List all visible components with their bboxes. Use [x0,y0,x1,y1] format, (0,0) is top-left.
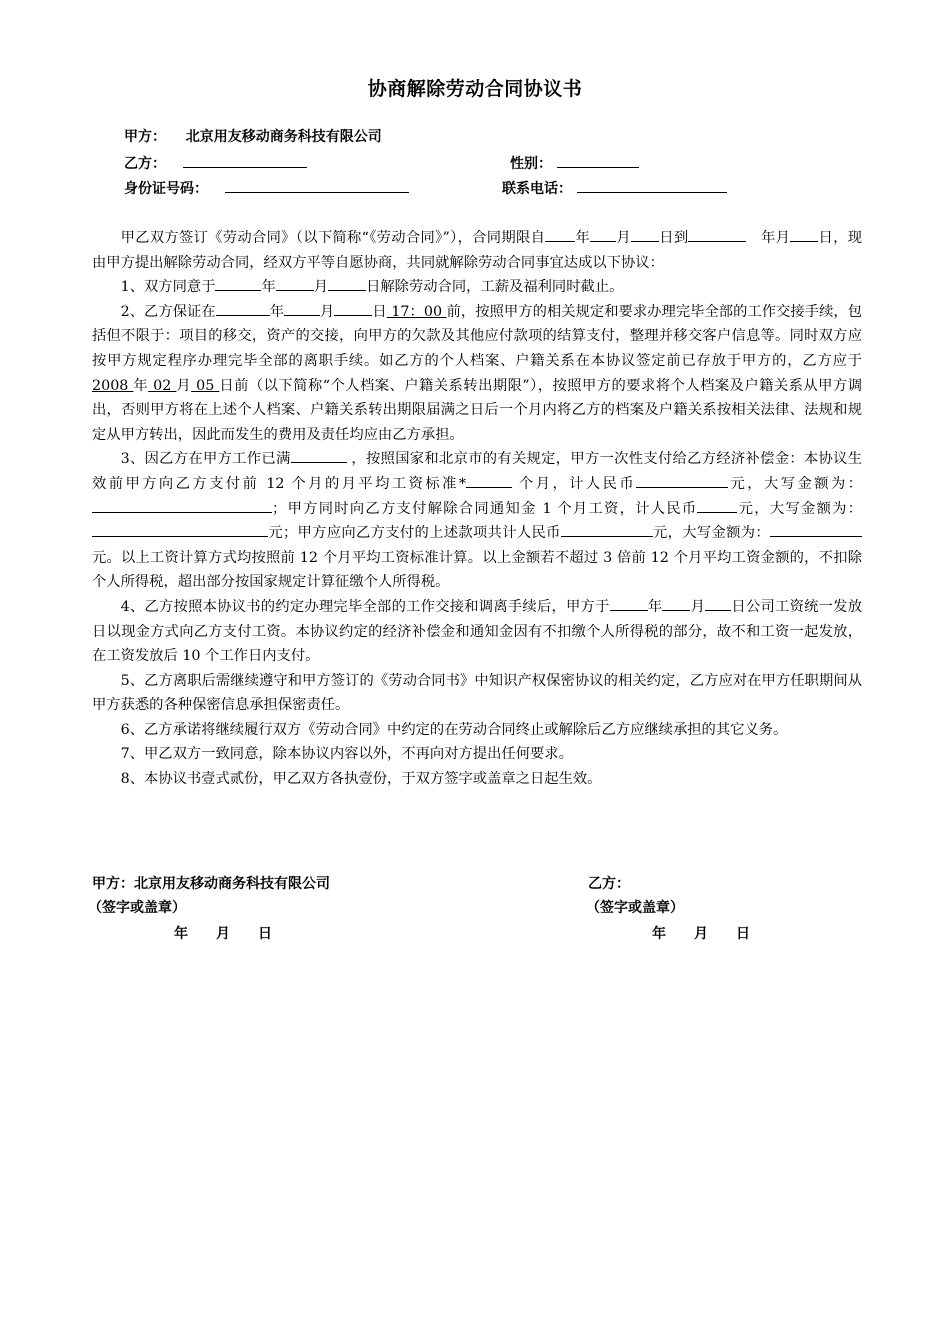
agreement-body [92,226,862,792]
document-title: 协商解除劳动合同协议书 [367,78,583,100]
clause-2: 2、乙方保证在 年 月 日 17：00 前，按照甲方的相关规定和要求办理完毕全部的工作交接手续，包括但不限于：项目的移交，资产的交接，向甲方的欠款及其他应付款项的结算支付，整理并移交客户信息等。同时双方应按甲方规定程序办理完毕全部的离职手续。如乙方的个人档案、户籍关系在本协议签定前已存放于甲方的，乙方应于 2008 年 02 月 05 日前（以下简称“个人档案、户籍关系转出期限”），按照甲方的要求将个人档案及户籍关系从甲方调出，否则甲方将在上述个人档案、户籍关系转出期限届满之日后一个月内将乙方的档案及户籍关系按相关法律、法规和规定从甲方转出，因此而发生的费用及责任均应由乙方承担。 [92,303,863,443]
clause-4: 4、乙方按照本协议书的约定办理完毕全部的工作交接和调离手续后，甲方于 年 月 日公司工资统一发放日以现金方式向乙方支付工资。本协议约定的经济补偿金和通知金因有不扣缴个人所得税的部分，故不和工资一起发放，在工资发放后 10 个工作日内支付。 [92,598,863,665]
id-number-field[interactable] [225,178,409,193]
clause-7: 7、甲乙双方一致同意，除本协议内容以外，不再向对方提出任何要求。 [120,746,573,763]
party-b-date: 年 月 日 [652,926,750,942]
gender-field[interactable] [557,153,639,168]
transfer-year: 2008 [92,377,134,394]
party-b-row [124,153,307,174]
party-a-label: 甲方： [124,129,166,145]
transfer-month: 02 [148,377,177,394]
party-a-date: 年 月 日 [174,926,272,942]
party-b-label: 乙方： [124,156,166,172]
party-b-signature: 乙方： [588,876,630,892]
phone-row [502,178,727,199]
party-a-stamp-label: （签字或盖章） [88,900,186,916]
party-b-stamp-label: （签字或盖章） [586,900,684,916]
clause-5: 5、乙方离职后需继续遵守和甲方签订的《劳动合同书》中知识产权保密协议的相关约定，乙方应对在甲方任职期间从甲方获悉的各种保密信息承担保密责任。 [92,672,862,714]
party-a-signature: 甲方：北京用友移动商务科技有限公司 [92,876,330,892]
id-label: 身份证号码： [124,181,208,197]
phone-field[interactable] [577,178,727,193]
transfer-day: 05 [191,377,220,394]
clause-3: 3、因乙方在甲方工作已满 ，按照国家和北京市的有关规定，甲方一次性支付给乙方经济补偿金：本协议生效前甲方向乙方支付前 12 个月的月平均工资标准* 个月，计人民币 元，大写金额为：；甲方同时向乙方支付解除合同通知金 1 个月工资，计人民币 元，大写金额为：元；甲方应向乙方支付的上述款项共计人民币 元，大写金额为：元。以上工资计算方式均按照前 12 个月平均工资标准计算。以上金额若不超过 3 倍前 12 个月平均工资金额的，不扣除个人所得税，超出部分按国家规定计算征缴个人所得税。 [92,451,863,591]
gender-row [510,153,639,174]
id-row [124,178,409,199]
handover-time: 17：00 [386,303,447,320]
phone-label: 联系电话： [502,181,572,197]
clause-8: 8、本协议书壹式贰份，甲乙双方各执壹份，于双方签字或盖章之日起生效。 [120,771,602,788]
intro-paragraph: 甲乙双方签订《劳动合同》（以下简称“《劳动合同》”），合同期限自 年 月 日到 年月 日，现由甲方提出解除劳动合同，经双方平等自愿协商，共同就解除劳动合同事宜达成以下协议： [92,230,863,271]
party-b-name-field[interactable] [183,153,307,168]
party-a-row [124,127,382,147]
party-a-name: 北京用友移动商务科技有限公司 [185,129,382,145]
gender-label: 性别： [510,156,552,172]
clause-6: 6、乙方承诺将继续履行双方《劳动合同》中约定的在劳动合同终止或解除后乙方应继续承担的其它义务。 [120,721,788,738]
clause-1: 1、双方同意于 年 月 日解除劳动合同，工薪及福利同时截止。 [120,279,624,296]
